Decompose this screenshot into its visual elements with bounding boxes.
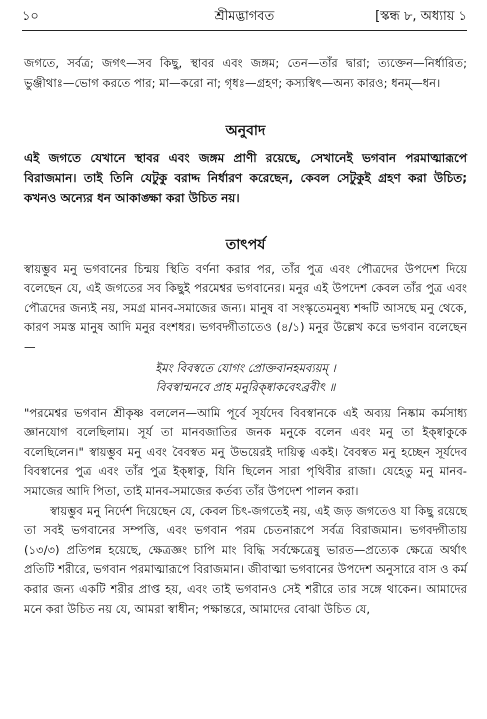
header-rule [22, 30, 467, 31]
verse-block [24, 358, 467, 398]
verse-line-2: বিবস্বান্মনবে প্রাহ মনুরিক্ষ্বাকবেঽব্রবীৎ ॥ [155, 379, 336, 394]
verse-line-1: ইমং বিবস্বতে যোগং প্রোক্তবানহমব্যয়ম্ । [155, 360, 336, 375]
page-number: ১০ [22, 8, 39, 24]
chapter-reference: [স্কন্ধ ৮, অধ্যায় ১ [375, 8, 467, 24]
synonyms-text: জগতে, সর্বত্র; জগৎ—সব কিছু, স্থাবর এবং জঙ্গম; তেন—তাঁর দ্বারা; ত্যক্তেন—নির্ধারিত; ভুঞ্জীথাঃ—ভোগ করতে পার; মা—করো না; গৃধঃ—গ্রহণ; কস্যস্বিৎ—অন্য কারও; ধনম্—ধন। [24, 56, 467, 90]
purport-paragraph-3: স্বায়ম্ভুব মনু নির্দেশ দিয়েছেন যে, কেবল চিৎ-জগতেই নয়, এই জড় জগতেও যা কিছু রয়েছে তা সবই ভগবানের সম্পত্তি, এবং ভগবান পরম চেতনারূপে সর্বত্র বিরাজমান। ভগবদ্গীতায় (১৩/৩) প্রতিপন্ন হয়েছে, ক্ষেত্রজ্ঞং চাপি মাং বিদ্ধি সর্বক্ষেত্রেষু ভারত—প্রত্যেক ক্ষেত্রে অর্থাৎ প্রতিটি শরীরে, ভগবান পরমাত্মারূপে বিরাজমান। জীবাত্মা ভগবানের উপদেশ অনুসারে বাস ও কর্ম করার জন্য একটি শরীর প্রাপ্ত হয়, এবং তাই ভগবানও সেই শরীরে তার সঙ্গে থাকেন। আমাদের মনে করা উচিত নয় যে, আমরা স্বাধীন; পক্ষান্তরে, আমাদের বোঝা উচিত যে, [24, 503, 467, 616]
purport-paragraph-2: "পরমেশ্বর ভগবান শ্রীকৃষ্ণ বললেন—আমি পূর্বে সূর্যদেব বিবস্বানকে এই অব্যয় নিষ্কাম কর্মসাধ্য জ্ঞানযোগ বলেছিলাম। সূর্য তা মানবজাতির জনক মনুকে বলেন এবং মনু তা ইক্ষ্বাকুকে বলেছিলেন।" স্বায়ম্ভুব মনু এবং বৈবস্বত মনু উভয়েরই দায়িত্ব একই। বৈবস্বত মনু হচ্ছেন সূর্যদেব বিবস্বানের পুত্র এবং তাঁর পুত্র ইক্ষ্বাকু, যিনি ছিলেন সারা পৃথিবীর রাজা। যেহেতু মনু মানব-সমাজের আদি পিতা, তাই মানব-সমাজের কর্তব্য তাঁর উপদেশ পালন করা। [24, 405, 467, 498]
translation-section [24, 122, 467, 208]
synonyms-block [24, 54, 467, 93]
purport-section [24, 236, 467, 619]
running-header [22, 6, 467, 28]
translation-text: এই জগতে যেখানে স্থাবর এবং জঙ্গম প্রাণী রয়েছে, সেখানেই ভগবান পরমাত্মারূপে বিরাজমান। তাই তিনি যেটুকু বরাদ্দ নির্ধারণ করেছেন, কেবল সেটুকুই গ্রহণ করা উচিত; কখনও অন্যের ধন আকাঙ্ক্ষা করা উচিত নয়। [24, 150, 467, 205]
purport-paragraph-1: স্বায়ম্ভুব মনু ভগবানের চিন্ময় স্থিতি বর্ণনা করার পর, তাঁর পুত্র এবং পৌত্রদের উপদেশ দিয়ে বলেছেন যে, এই জগতের সব কিছুই পরমেশ্বর ভগবানের। মনুর এই উপদেশ কেবল তাঁর পুত্র এবং পৌত্রদের জন্যই নয়, সমগ্র মানব-সমাজের জন্য। মানুষ বা সংস্কৃতেমনুষ্য শব্দটি আসছে মনু থেকে, কারণ সমস্ত মানুষ আদি মনুর বংশধর। ভগবদ্গীতাতেও (৪/১) মনুর উল্লেখ করে ভগবান বলেছেন— [24, 261, 467, 354]
book-title: শ্রীমদ্ভাগবত [214, 8, 275, 24]
translation-heading: অনুবাদ [225, 123, 266, 139]
purport-heading: তাৎপর্য [225, 237, 266, 253]
